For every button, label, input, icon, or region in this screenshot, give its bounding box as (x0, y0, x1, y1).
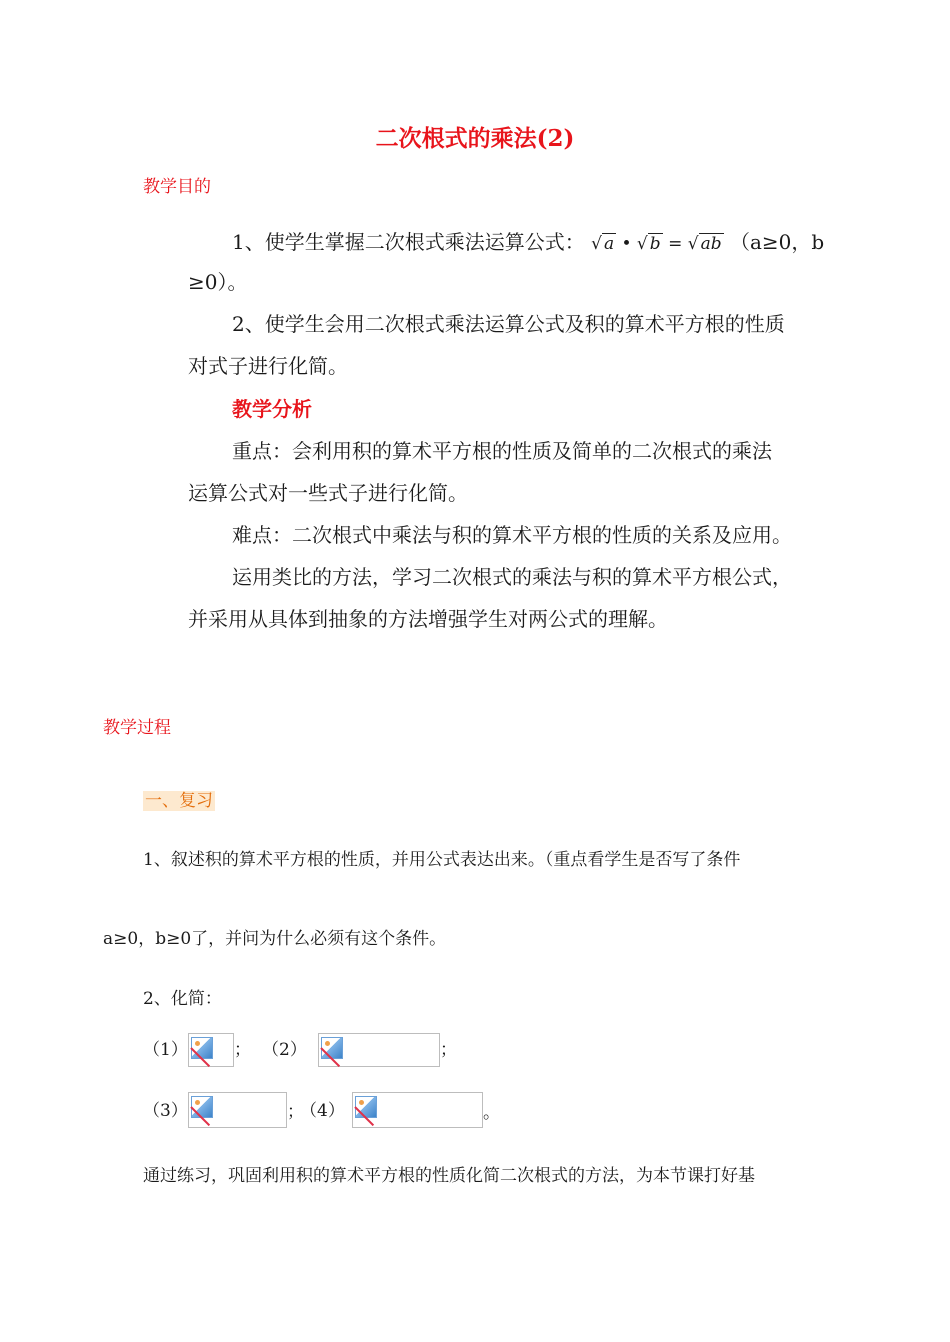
section-teaching-process: 教学过程 (103, 718, 171, 738)
broken-image-icon (355, 1096, 377, 1118)
exercise-4-sep: 。 (483, 1103, 500, 1123)
page-title: 二次根式的乘法(2) (375, 125, 575, 152)
exercise-2-label: （2） (262, 1040, 307, 1060)
exercise-1-label: （1） (143, 1040, 188, 1060)
goal-1-part1: 1、使学生掌握二次根式乘法运算公式： (232, 230, 585, 254)
broken-image-icon (321, 1037, 343, 1059)
exercise-3-label: （3） (143, 1101, 188, 1121)
exercise-4-image (352, 1092, 483, 1128)
goal-1-line2: ≥0）。 (188, 270, 248, 294)
difficulty-point: 难点：二次根式中乘法与积的算术平方根的性质的关系及应用。 (232, 523, 792, 547)
exercise-4-label: （4） (300, 1101, 345, 1121)
section-teaching-goal: 教学目的 (143, 177, 211, 197)
dot-operator: • (621, 234, 632, 254)
goal-1-condition: （a≥0，b (729, 230, 825, 254)
exercise-2-sep: ； (440, 1040, 457, 1060)
section-teaching-analysis: 教学分析 (232, 397, 312, 421)
review-1-line1: 1、叙述积的算术平方根的性质，并用公式表达出来。（重点看学生是否写了条件 (143, 850, 741, 870)
closing-text: 通过练习，巩固利用积的算术平方根的性质化简二次根式的方法，为本节课打好基 (143, 1166, 755, 1186)
sqrt-b: √ b (636, 234, 661, 254)
goal-1-text (232, 226, 824, 255)
key-point-line1: 重点：会利用积的算术平方根的性质及简单的二次根式的乘法 (232, 439, 772, 463)
exercise-3-sep: ； (287, 1102, 304, 1122)
broken-image-icon (191, 1096, 213, 1118)
review-1-line2: a≥0，b≥0了，并问为什么必须有这个条件。 (103, 929, 447, 949)
review-2-heading: 2、化简： (143, 989, 222, 1009)
method-line1: 运用类比的方法，学习二次根式的乘法与积的算术平方根公式， (232, 565, 792, 589)
sqrt-ab: √ ab (687, 234, 722, 254)
method-line2: 并采用从具体到抽象的方法增强学生对两公式的理解。 (188, 607, 668, 631)
equals-sign: = (668, 234, 683, 254)
key-point-line2: 运算公式对一些式子进行化简。 (188, 481, 468, 505)
review-heading (143, 786, 215, 811)
formula (591, 234, 724, 254)
broken-image-icon (191, 1037, 213, 1059)
goal-2-line2: 对式子进行化简。 (188, 354, 348, 378)
exercise-3-image (188, 1092, 287, 1128)
sqrt-a: √ a (591, 234, 615, 254)
goal-2-line1: 2、使学生会用二次根式乘法运算公式及积的算术平方根的性质 (232, 312, 785, 336)
exercise-2-image (318, 1033, 440, 1067)
exercise-1-sep: ； (234, 1040, 251, 1060)
review-heading-label: 一、复习 (145, 791, 213, 811)
exercise-1-image (188, 1033, 234, 1067)
